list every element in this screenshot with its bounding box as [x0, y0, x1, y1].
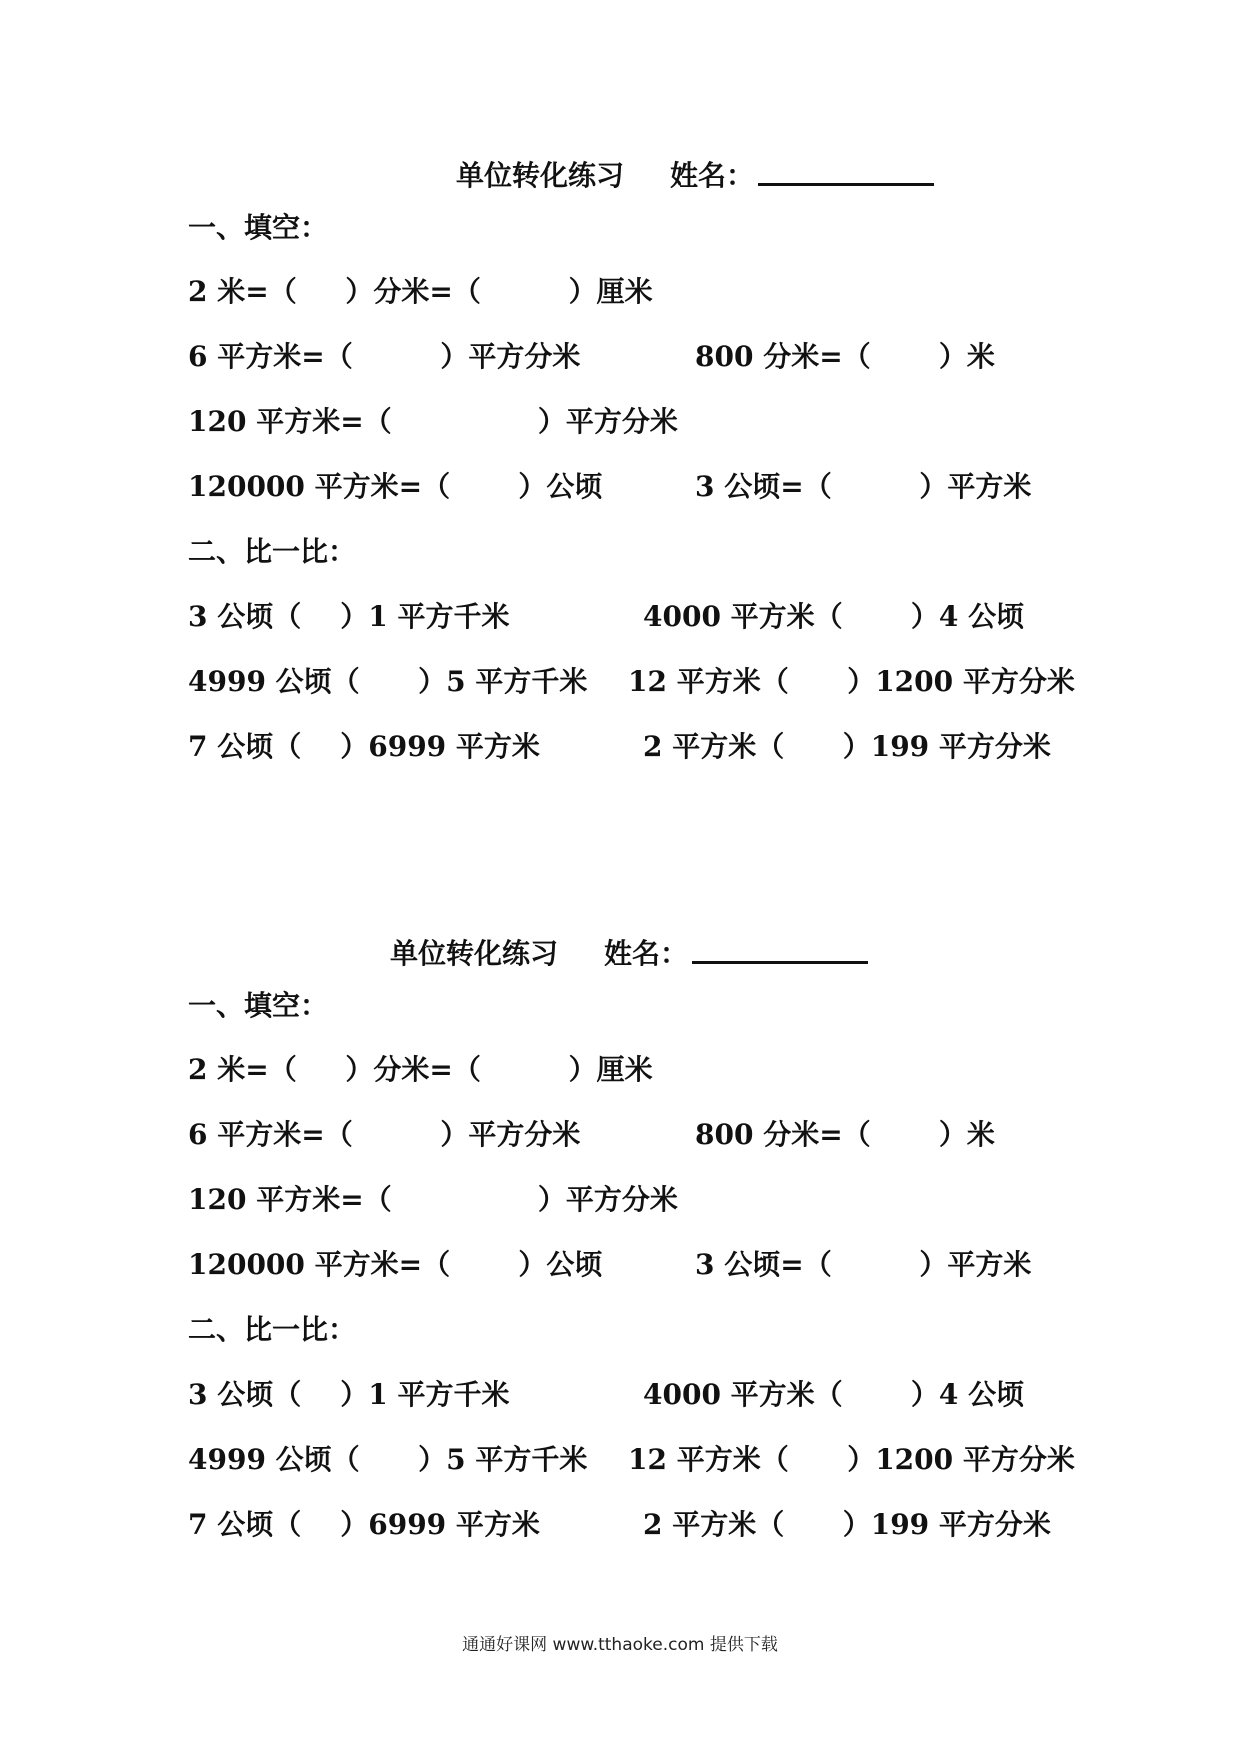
- sheet-header: [456, 150, 934, 194]
- fill-line: 120000 平方米=（ ）公顷: [188, 1248, 603, 1281]
- compare-line: 4999 公顷（ ）5 平方千米: [188, 665, 588, 698]
- part2-heading: 二、比一比：: [188, 535, 357, 568]
- compare-line: 2 平方米（ ）199 平方分米: [643, 1508, 1051, 1541]
- footer-credit: 通通好课网 www.tthaoke.com 提供下载: [462, 1635, 778, 1655]
- worksheet-section-1: [0, 150, 1240, 850]
- fill-line: 800 分米=（ ）米: [695, 340, 995, 373]
- worksheet-section-2: [0, 928, 1240, 1628]
- fill-line: 3 公顷=（ ）平方米: [695, 470, 1032, 503]
- fill-line: 2 米=（ ）分米=（ ）厘米: [188, 275, 653, 308]
- compare-line: 12 平方米（ ）1200 平方分米: [628, 1443, 1075, 1476]
- sheet-title: 单位转化练习: [390, 937, 559, 970]
- name-blank-line[interactable]: [758, 153, 934, 186]
- compare-line: 4999 公顷（ ）5 平方千米: [188, 1443, 588, 1476]
- fill-line: 6 平方米=（ ）平方分米: [188, 340, 581, 373]
- name-label: 姓名：: [670, 159, 755, 192]
- compare-line: 2 平方米（ ）199 平方分米: [643, 730, 1051, 763]
- compare-line: 3 公顷（ ）1 平方千米: [188, 1378, 510, 1411]
- compare-line: 4000 平方米（ ）4 公顷: [643, 600, 1025, 633]
- sheet-header: [390, 928, 868, 972]
- compare-line: 7 公顷（ ）6999 平方米: [188, 1508, 540, 1541]
- fill-line: 120 平方米=（ ）平方分米: [188, 405, 678, 438]
- fill-line: 2 米=（ ）分米=（ ）厘米: [188, 1053, 653, 1086]
- part2-heading: 二、比一比：: [188, 1313, 357, 1346]
- fill-line: 6 平方米=（ ）平方分米: [188, 1118, 581, 1151]
- sheet-title: 单位转化练习: [456, 159, 625, 192]
- fill-line: 120000 平方米=（ ）公顷: [188, 470, 603, 503]
- part1-heading: 一、填空：: [188, 989, 329, 1022]
- name-blank-line[interactable]: [692, 931, 868, 964]
- compare-line: 7 公顷（ ）6999 平方米: [188, 730, 540, 763]
- part1-heading: 一、填空：: [188, 211, 329, 244]
- compare-line: 12 平方米（ ）1200 平方分米: [628, 665, 1075, 698]
- compare-line: 4000 平方米（ ）4 公顷: [643, 1378, 1025, 1411]
- fill-line: 3 公顷=（ ）平方米: [695, 1248, 1032, 1281]
- name-label: 姓名：: [604, 937, 689, 970]
- compare-line: 3 公顷（ ）1 平方千米: [188, 600, 510, 633]
- fill-line: 120 平方米=（ ）平方分米: [188, 1183, 678, 1216]
- fill-line: 800 分米=（ ）米: [695, 1118, 995, 1151]
